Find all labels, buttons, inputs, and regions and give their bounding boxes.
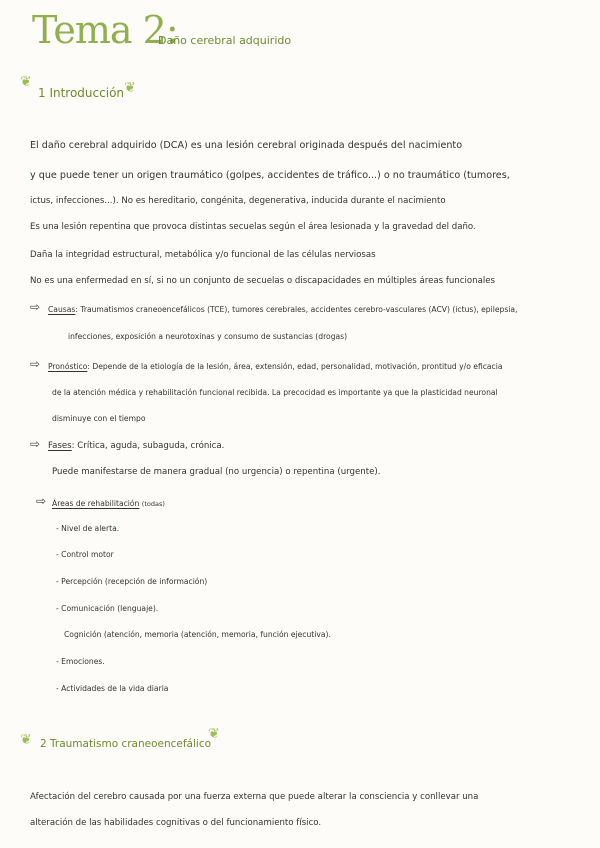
section-heading-traumatismo: 2 Traumatismo craneoencefálico <box>40 738 212 750</box>
leaf-icon: ❦ <box>208 726 220 742</box>
pronostico-block <box>48 362 503 371</box>
area-item: - Actividades de la vida diaria <box>56 684 169 693</box>
causas-line-2: infecciones, exposición a neurotoxinas y consumo de sustancias (drogas) <box>68 332 348 341</box>
intro-line-3: ictus, infecciones...). No es hereditario, congénita, degenerativa, inducida durante el nacimiento <box>30 196 446 206</box>
arrow-icon: ⇨ <box>36 494 47 508</box>
section-heading-introduccion: 1 Introducción <box>38 86 125 100</box>
page-subtitle: Daño cerebral adquirido <box>158 34 292 47</box>
area-item: - Percepción (recepción de información) <box>56 577 208 586</box>
leaf-icon: ❦ <box>20 74 32 90</box>
fases-label: Fases <box>48 441 72 451</box>
intro-line-4: Es una lesión repentina que provoca distintas secuelas según el área lesionada y la gravedad del daño. <box>30 222 476 232</box>
intro-line-5: Daña la integridad estructural, metabólica y/o funcional de las células nerviosas <box>30 250 376 260</box>
pronostico-label: Pronóstico <box>48 362 88 371</box>
arrow-icon: ⇨ <box>30 357 41 371</box>
areas-note: (todas) <box>141 500 165 508</box>
page-title: Tema 2: <box>32 8 178 52</box>
causas-line-1: : Traumatismos craneoencefálicos (TCE), tumores cerebrales, accidentes cerebro-vasculares (ACV) (ictus), epilepsia, <box>75 305 518 314</box>
intro-line-6: No es una enfermedad en sí, si no un conjunto de secuelas o discapacidades en múltiples áreas funcionales <box>30 276 495 286</box>
intro-line-2: y que puede tener un origen traumático (golpes, accidentes de tráfico...) o no traumático (tumores, <box>30 170 510 181</box>
pronostico-line-1: : Depende de la etiología de la lesión, área, extensión, edad, personalidad, motivación, prontitud y/o eficacia <box>87 362 503 371</box>
intro-line-1: El daño cerebral adquirido (DCA) es una lesión cerebral originada después del nacimiento <box>30 140 463 151</box>
area-item: Cognición (atención, memoria (atención, memoria, función ejecutiva). <box>64 630 331 639</box>
pronostico-line-3: disminuye con el tiempo <box>52 414 146 423</box>
fases-note: Puede manifestarse de manera gradual (no urgencia) o repentina (urgente). <box>52 467 381 477</box>
fases-block <box>48 441 224 451</box>
causas-block <box>48 305 517 314</box>
pronostico-line-2: de la atención médica y rehabilitación funcional recibida. La precocidad es importante ya que la plasticidad neuronal <box>52 388 498 397</box>
arrow-icon: ⇨ <box>30 437 41 451</box>
area-item: - Emociones. <box>56 657 105 666</box>
fases-text: : Crítica, aguda, subaguda, crónica. <box>71 441 225 451</box>
areas-heading <box>52 499 165 508</box>
traumatismo-line-2: alteración de las habilidades cognitivas o del funcionamiento físico. <box>30 818 322 828</box>
areas-label: Áreas de rehabilitación <box>52 499 140 508</box>
leaf-icon: ❦ <box>20 732 32 748</box>
leaf-icon: ❦ <box>124 80 136 96</box>
area-item: - Comunicación (lenguaje). <box>56 604 159 613</box>
arrow-icon: ⇨ <box>30 300 41 314</box>
traumatismo-line-1: Afectación del cerebro causada por una fuerza externa que puede alterar la consciencia y conllevar una <box>30 792 479 802</box>
causas-label: Causas <box>48 305 76 314</box>
area-item: - Nivel de alerta. <box>56 524 120 533</box>
area-item: - Control motor <box>56 550 114 559</box>
